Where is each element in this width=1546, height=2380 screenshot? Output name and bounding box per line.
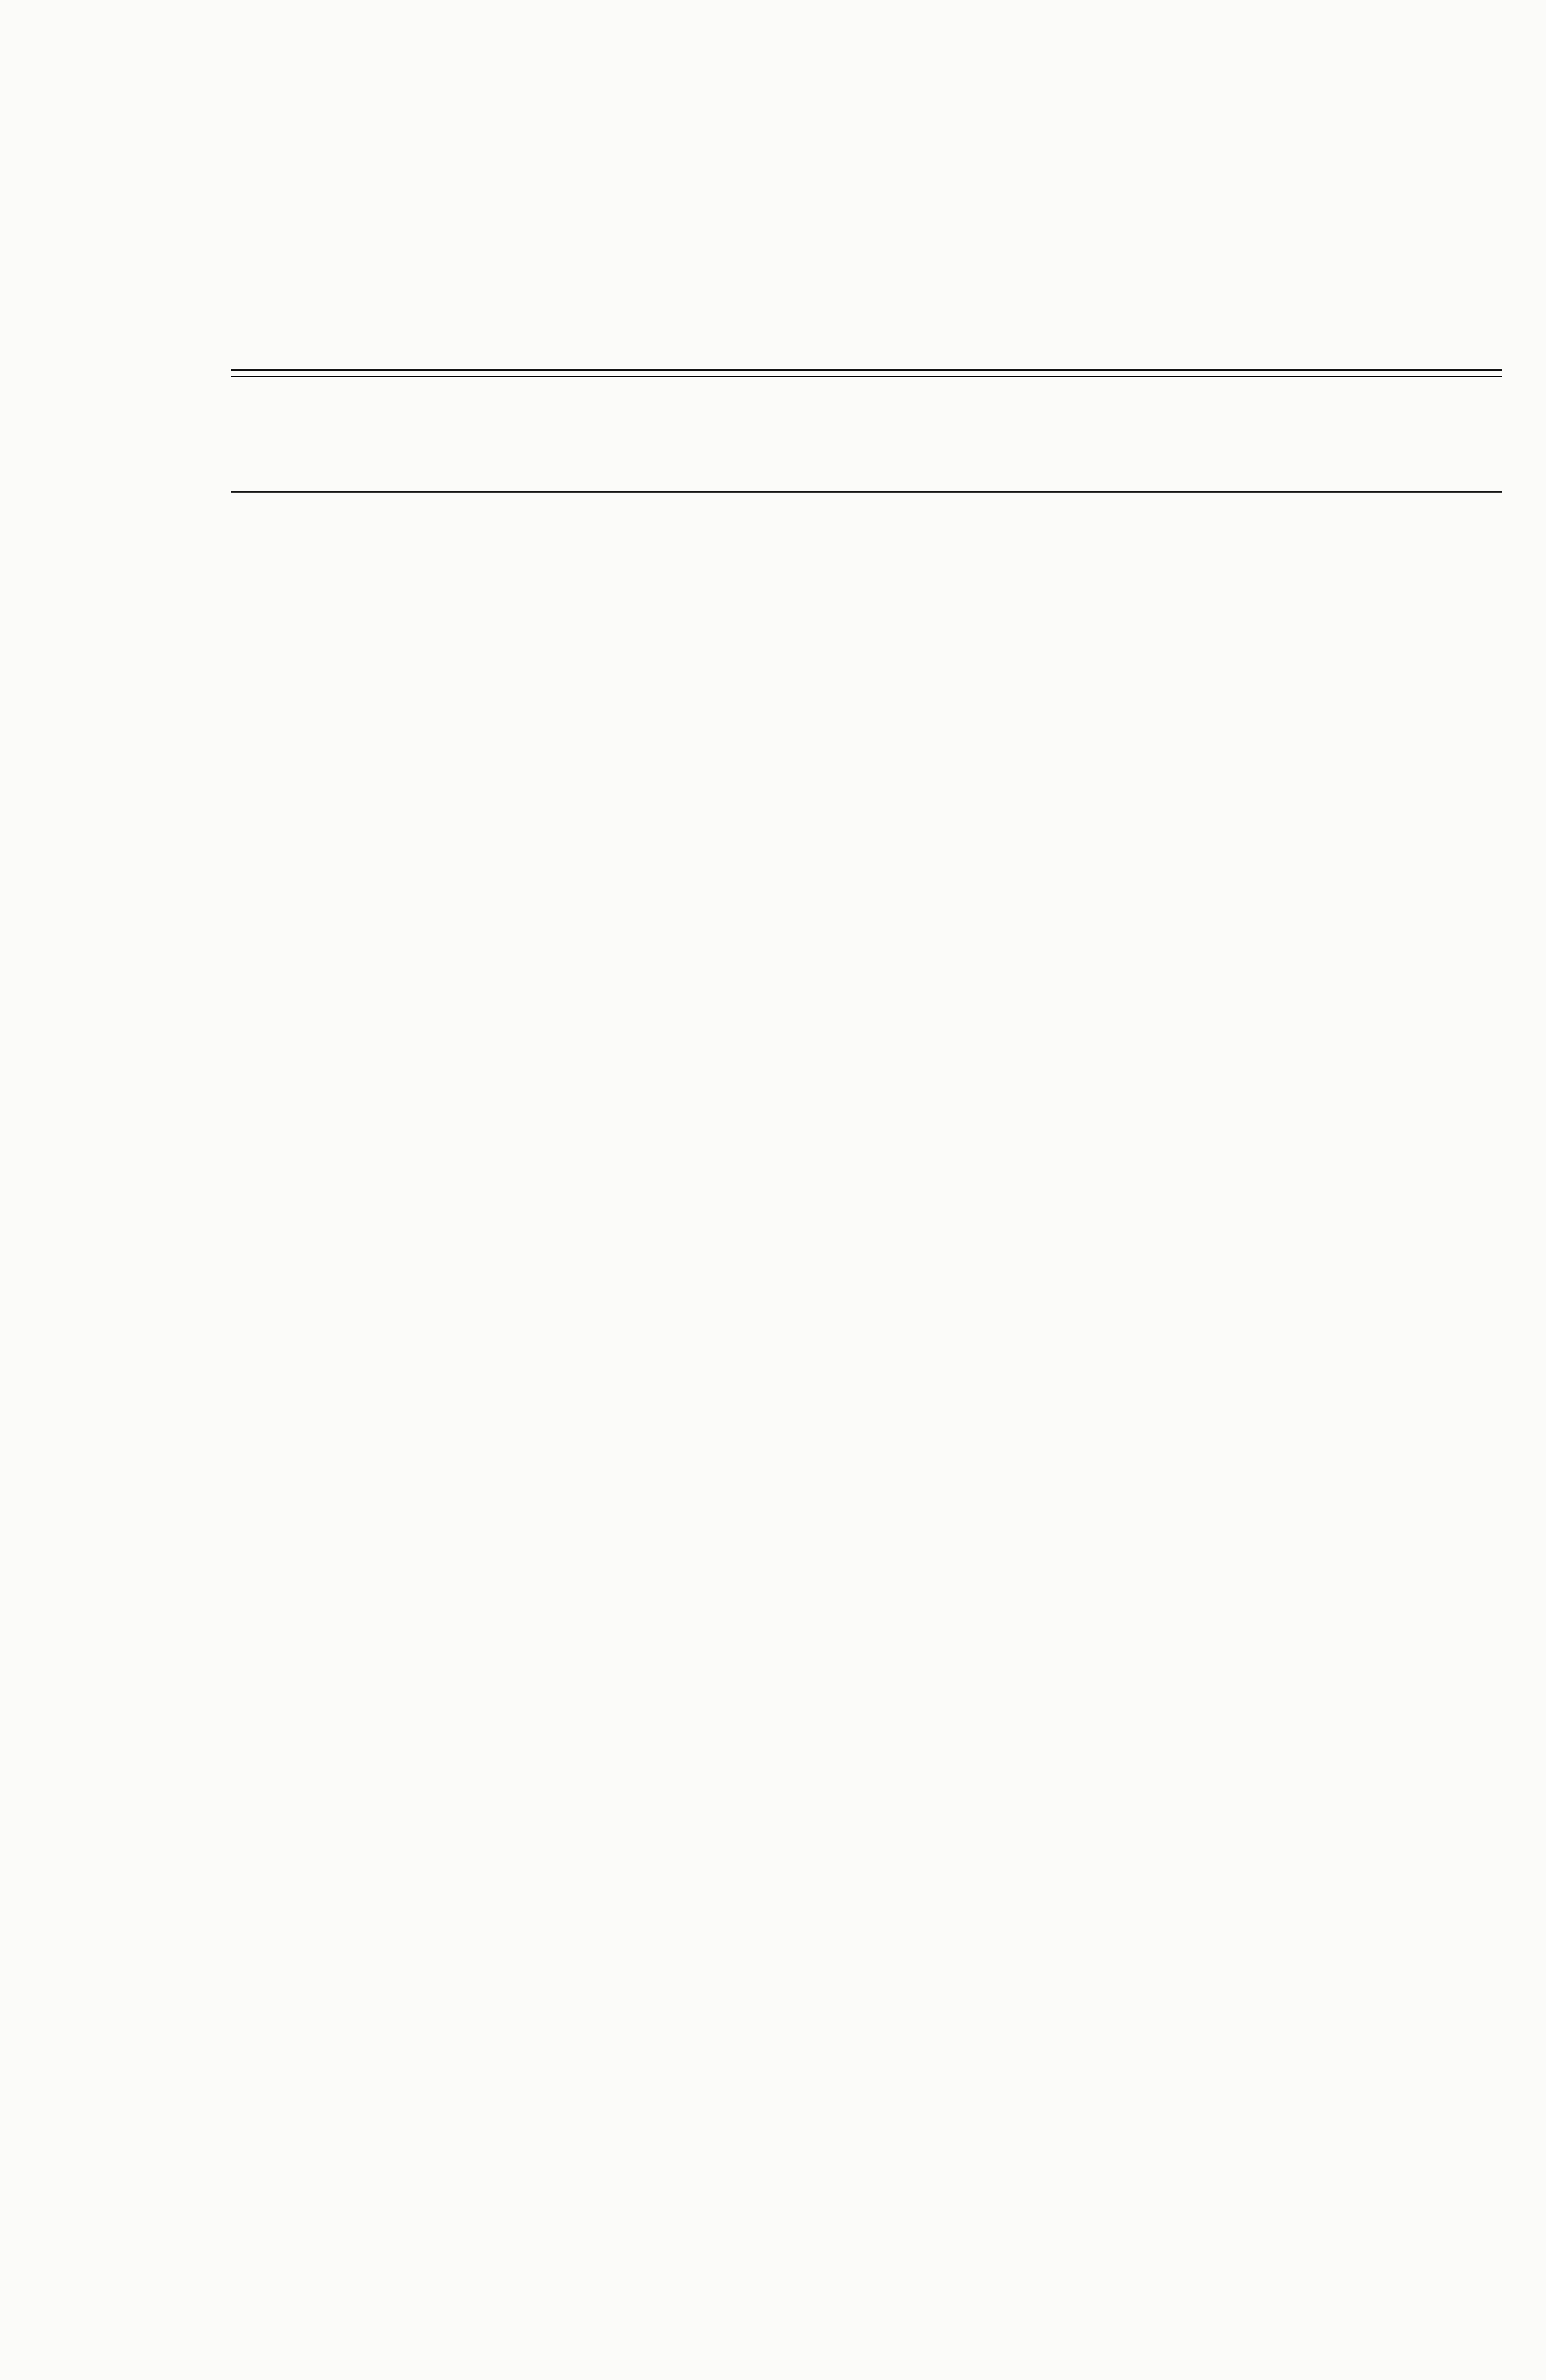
top-rule-thin [231,376,1502,377]
top-rule-thick [231,369,1502,371]
header-rule [231,491,1502,493]
